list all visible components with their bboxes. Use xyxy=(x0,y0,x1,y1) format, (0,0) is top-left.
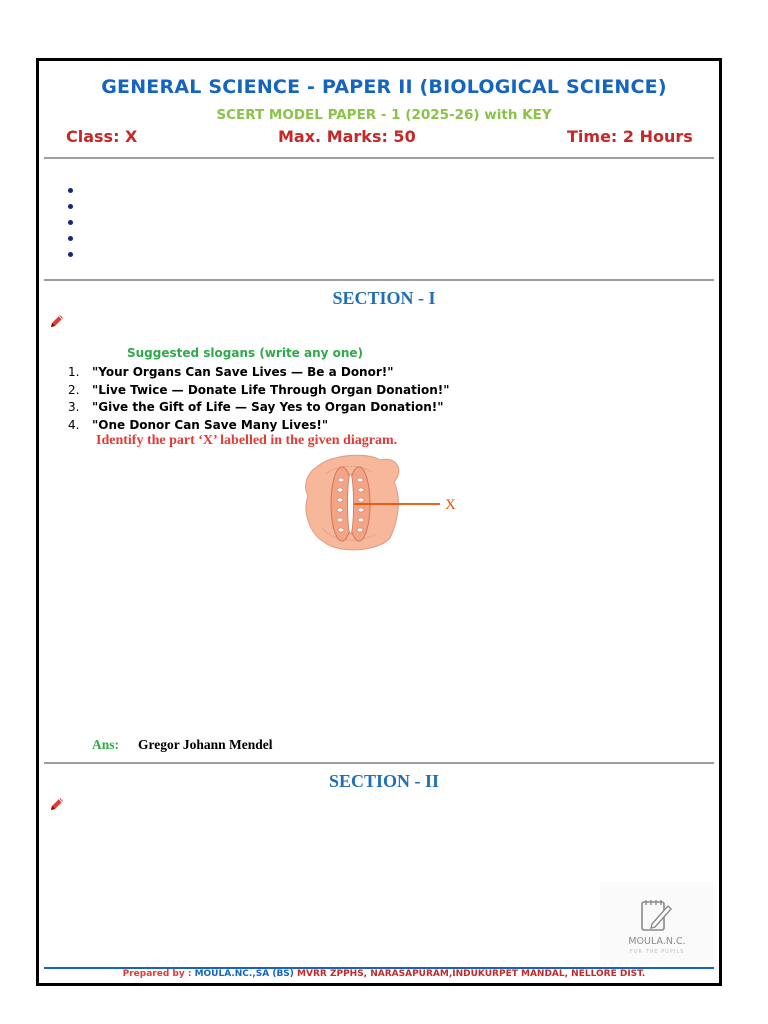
time-label: Time: 2 Hours xyxy=(567,127,693,146)
instructions-divider xyxy=(44,279,714,281)
header-divider xyxy=(44,157,714,159)
footer xyxy=(0,969,768,979)
paper-title: GENERAL SCIENCE - PAPER II (BIOLOGICAL SCIENCE) xyxy=(101,76,667,98)
answer-label: Ans: xyxy=(92,737,120,752)
section-divider xyxy=(44,762,714,764)
pencil-icon xyxy=(48,795,66,813)
instructions-list xyxy=(68,188,73,268)
slogan-list xyxy=(68,364,450,434)
question-text: Identify the part ‘X’ labelled in the given diagram. xyxy=(96,433,398,448)
bullet-icon xyxy=(68,188,73,193)
list-item: 2. "Live Twice — Donate Life Through Organ Donation!" xyxy=(68,382,450,397)
list-item: 4. "One Donor Can Save Many Lives!" xyxy=(68,417,329,432)
diagram-label-x: X xyxy=(445,497,456,513)
answer-text: Gregor Johann Mendel xyxy=(138,737,273,752)
list-item: 1. "Your Organs Can Save Lives — Be a Donor!" xyxy=(68,365,394,379)
footer-author: MOULA.NC.,SA (BS) xyxy=(194,969,294,979)
bullet-icon xyxy=(68,220,73,225)
max-marks-label: Max. Marks: 50 xyxy=(278,127,416,146)
class-label: Class: X xyxy=(66,127,138,146)
logo-tagline: FOR THE PUPILS xyxy=(629,949,685,955)
footer-school: MVRR ZPPHS, NARASAPURAM,INDUKURPET MANDAL, NELLORE DIST. xyxy=(293,969,646,979)
notepad-pencil-icon xyxy=(638,896,674,934)
footer-label: Prepared by : xyxy=(122,969,195,979)
bullet-icon xyxy=(68,252,73,257)
section-two-title: SECTION - II xyxy=(328,771,440,791)
author-logo xyxy=(600,882,714,964)
pencil-icon xyxy=(48,312,66,330)
stomata-diagram xyxy=(298,452,468,554)
bullet-icon xyxy=(68,204,73,209)
list-item: 3. "Give the Gift of Life — Say Yes to Organ Donation!" xyxy=(68,400,444,414)
logo-name: MOULA.N.C. xyxy=(628,936,686,947)
paper-subtitle: SCERT MODEL PAPER - 1 (2025-26) with KEY xyxy=(216,107,552,123)
slogans-heading: Suggested slogans (write any one) xyxy=(127,346,364,360)
section-one-title: SECTION - I xyxy=(332,288,436,308)
bullet-icon xyxy=(68,236,73,241)
